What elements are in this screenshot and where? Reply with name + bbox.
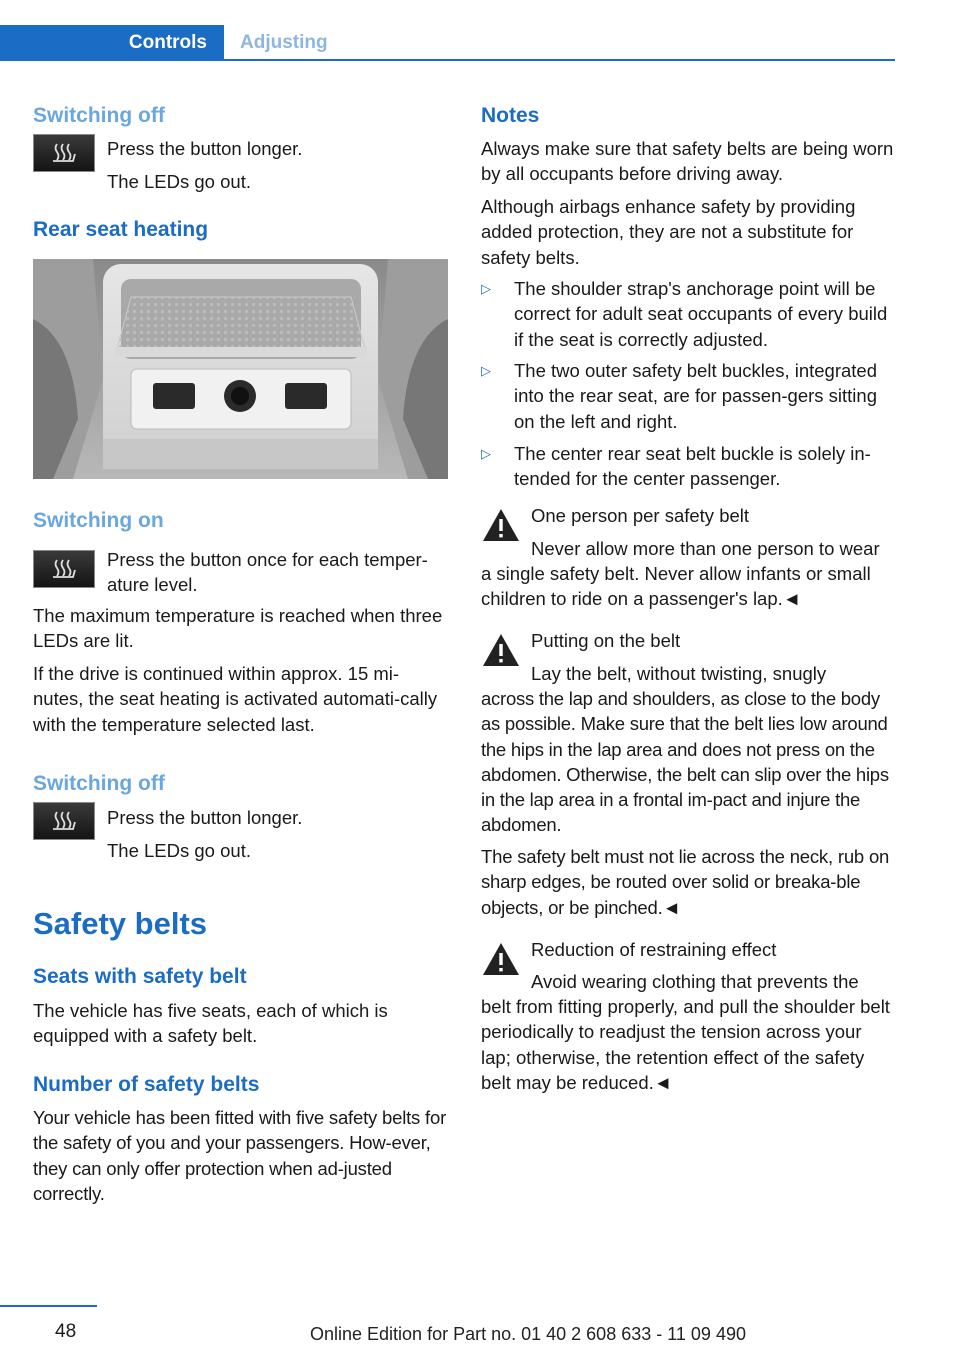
warning-1-title: One person per safety belt: [531, 505, 750, 526]
seats-with-safety-belt-heading: Seats with safety belt: [33, 965, 247, 988]
seat-heating-button-icon: [33, 134, 95, 172]
warning-2-line: Lay the belt, without twisting, snugly: [531, 663, 827, 684]
warning-3-rest: belt from fitting properly, and pull the shoulder belt periodically to readjust the tension across your lap; otherwise, the retention effect of the safety belt may be reduced.◄: [481, 996, 890, 1093]
warning-icon: [481, 632, 521, 668]
switch-off-2-line1: Press the button longer.: [107, 807, 303, 828]
tab-controls[interactable]: Controls: [0, 25, 224, 61]
warning-2-title: Putting on the belt: [531, 630, 681, 651]
seat-heating-button-icon: [33, 802, 95, 840]
number-text: Your vehicle has been fitted with five safety belts for the safety of you and your passengers. How-ever, they can only offer protection when ad-justed correctly.: [33, 1107, 447, 1204]
switch-off-2-line2: The LEDs go out.: [107, 840, 251, 861]
number-of-belts-heading: Number of safety belts: [33, 1073, 260, 1096]
seat-heating-button-icon: [33, 550, 95, 588]
warning-2-p2: The safety belt must not lie across the neck, rub on sharp edges, be routed over solid or breaka-ble objects, or be pinched.◄: [481, 846, 890, 918]
rear-seat-heating-photo: [33, 259, 448, 479]
switch-on-line2: ature level.: [107, 574, 198, 595]
switching-on-heading: Switching on: [33, 509, 164, 532]
footer-rule: [0, 1305, 97, 1307]
seats-text: The vehicle has five seats, each of which is equipped with a safety belt.: [33, 1000, 388, 1047]
switching-off-heading: Switching off: [33, 104, 165, 127]
header-tabs: [0, 25, 895, 61]
warning-3-line: Avoid wearing clothing that prevents the: [531, 971, 859, 992]
switch-off-line2: The LEDs go out.: [107, 171, 251, 192]
warning-icon: [481, 507, 521, 543]
warning-icon: [481, 941, 521, 977]
notes-p2: Although airbags enhance safety by providing added protection, they are not a substitute for safety belts.: [481, 196, 856, 268]
switch-on-line1: Press the button once for each temper-: [107, 549, 428, 570]
header-rule: [224, 59, 895, 61]
rear-seat-heating-heading: Rear seat heating: [33, 218, 209, 241]
switch-on-para2: If the drive is continued within approx. 15 mi-nutes, the seat heating is activated automati-cally with the temperature selected last.: [33, 663, 438, 735]
safety-belts-title: Safety belts: [33, 906, 208, 941]
switch-off-line1: Press the button longer.: [107, 138, 303, 159]
switch-on-para1: The maximum temperature is reached when three LEDs are lit.: [33, 605, 443, 652]
tab-adjusting[interactable]: Adjusting: [240, 32, 328, 53]
warning-1-rest: a single safety belt. Never allow infants or small children to ride on a passenger's lap.◄: [481, 563, 871, 610]
notes-p1: Always make sure that safety belts are being worn by all occupants before driving away.: [481, 138, 894, 185]
page-number: 48: [55, 1321, 77, 1342]
warning-3-title: Reduction of restraining effect: [531, 939, 777, 960]
edition-text: Online Edition for Part no. 01 40 2 608 633 - 11 09 490: [310, 1324, 746, 1344]
warning-2-rest: across the lap and shoulders, as close to the body as possible. Make sure that the belt lies low around the hips in the lap area and does not press on the abdomen. Otherwise, the belt can slip over the hips in the lap area in a frontal im-pact and injure the abdomen.: [481, 688, 889, 836]
switching-off-heading-2: Switching off: [33, 772, 165, 795]
triangle-bullet-icon: ▷: [481, 281, 491, 296]
warning-1-line: Never allow more than one person to wear: [531, 538, 880, 559]
triangle-bullet-icon: ▷: [481, 363, 491, 378]
notes-heading: Notes: [481, 104, 540, 127]
triangle-bullet-icon: ▷: [481, 446, 491, 461]
